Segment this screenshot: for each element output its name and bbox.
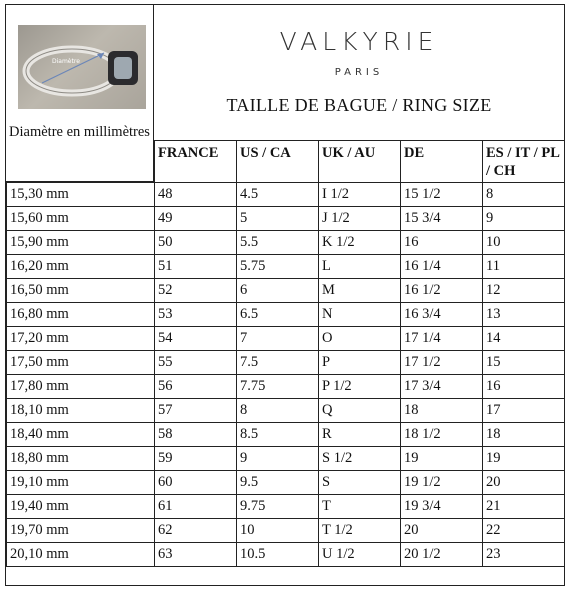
cell-diameter: 18,10 mm (7, 399, 155, 423)
cell-france: 53 (155, 303, 237, 327)
col-header-us-ca: US / CA (237, 141, 319, 183)
cell-de: 16 1/4 (401, 255, 483, 279)
cell-es-it-pl-ch: 23 (483, 543, 565, 567)
brand-logo: VALKYRIE (279, 27, 439, 56)
cell-uk-au: U 1/2 (319, 543, 401, 567)
ring-photo (18, 25, 146, 109)
cell-diameter: 16,20 mm (7, 255, 155, 279)
cell-es-it-pl-ch: 22 (483, 519, 565, 543)
cell-us-ca: 5.5 (237, 231, 319, 255)
cell-diameter: 20,10 mm (7, 543, 155, 567)
cell-es-it-pl-ch: 14 (483, 327, 565, 351)
cell-uk-au: P (319, 351, 401, 375)
cell-uk-au: K 1/2 (319, 231, 401, 255)
table-row (7, 543, 565, 567)
table-row (7, 255, 565, 279)
cell-diameter: 17,80 mm (7, 375, 155, 399)
cell-uk-au: O (319, 327, 401, 351)
cell-es-it-pl-ch: 18 (483, 423, 565, 447)
cell-us-ca: 6.5 (237, 303, 319, 327)
cell-france: 49 (155, 207, 237, 231)
cell-es-it-pl-ch: 12 (483, 279, 565, 303)
cell-es-it-pl-ch: 17 (483, 399, 565, 423)
cell-es-it-pl-ch: 16 (483, 375, 565, 399)
cell-us-ca: 7 (237, 327, 319, 351)
cell-diameter: 18,80 mm (7, 447, 155, 471)
col-header-de: DE (401, 141, 483, 183)
title-cell (154, 5, 564, 140)
cell-us-ca: 5.75 (237, 255, 319, 279)
cell-de: 17 1/4 (401, 327, 483, 351)
cell-uk-au: N (319, 303, 401, 327)
cell-diameter: 15,90 mm (7, 231, 155, 255)
photo-cell (6, 5, 154, 182)
cell-de: 17 1/2 (401, 351, 483, 375)
cell-uk-au: J 1/2 (319, 207, 401, 231)
cell-france: 54 (155, 327, 237, 351)
cell-es-it-pl-ch: 21 (483, 495, 565, 519)
cell-diameter: 18,40 mm (7, 423, 155, 447)
cell-us-ca: 10 (237, 519, 319, 543)
cell-de: 20 1/2 (401, 543, 483, 567)
cell-es-it-pl-ch: 8 (483, 183, 565, 207)
cell-france: 62 (155, 519, 237, 543)
table-row (7, 351, 565, 375)
cell-uk-au: T 1/2 (319, 519, 401, 543)
chart-header (6, 5, 564, 141)
table-row (7, 447, 565, 471)
table-row (7, 207, 565, 231)
cell-diameter: 16,50 mm (7, 279, 155, 303)
cell-de: 19 (401, 447, 483, 471)
cell-france: 55 (155, 351, 237, 375)
cell-diameter: 19,10 mm (7, 471, 155, 495)
cell-de: 16 3/4 (401, 303, 483, 327)
col-header-es-it-pl-ch: ES / IT / PL / CH (483, 141, 565, 183)
cell-es-it-pl-ch: 10 (483, 231, 565, 255)
cell-france: 60 (155, 471, 237, 495)
cell-france: 57 (155, 399, 237, 423)
table-row (7, 471, 565, 495)
cell-de: 15 3/4 (401, 207, 483, 231)
diameter-annotation: Diamètre (52, 58, 80, 65)
cell-es-it-pl-ch: 19 (483, 447, 565, 471)
cell-de: 16 1/2 (401, 279, 483, 303)
table-row (7, 375, 565, 399)
table-row (7, 183, 565, 207)
cell-diameter: 19,70 mm (7, 519, 155, 543)
cell-es-it-pl-ch: 20 (483, 471, 565, 495)
cell-france: 61 (155, 495, 237, 519)
cell-de: 15 1/2 (401, 183, 483, 207)
cell-diameter: 15,60 mm (7, 207, 155, 231)
table-row (7, 303, 565, 327)
cell-diameter: 17,20 mm (7, 327, 155, 351)
cell-france: 52 (155, 279, 237, 303)
diameter-column-label: Diamètre en millimètres (9, 124, 150, 140)
cell-es-it-pl-ch: 15 (483, 351, 565, 375)
cell-us-ca: 7.5 (237, 351, 319, 375)
cell-de: 18 1/2 (401, 423, 483, 447)
page-title: TAILLE DE BAGUE / RING SIZE (226, 95, 492, 115)
ring-size-chart (5, 4, 565, 586)
cell-uk-au: M (319, 279, 401, 303)
col-header-uk-au: UK / AU (319, 141, 401, 183)
col-header-france: FRANCE (155, 141, 237, 183)
cell-uk-au: S (319, 471, 401, 495)
size-table (6, 140, 565, 567)
ring-illustration (18, 25, 146, 109)
cell-de: 20 (401, 519, 483, 543)
cell-uk-au: I 1/2 (319, 183, 401, 207)
table-row (7, 423, 565, 447)
cell-de: 18 (401, 399, 483, 423)
cell-us-ca: 9 (237, 447, 319, 471)
cell-uk-au: T (319, 495, 401, 519)
table-row (7, 399, 565, 423)
table-body (7, 183, 565, 567)
cell-france: 48 (155, 183, 237, 207)
table-row (7, 231, 565, 255)
brand-subtitle: PARIS (334, 67, 384, 78)
cell-diameter: 16,80 mm (7, 303, 155, 327)
cell-uk-au: L (319, 255, 401, 279)
cell-us-ca: 8.5 (237, 423, 319, 447)
cell-uk-au: S 1/2 (319, 447, 401, 471)
cell-france: 51 (155, 255, 237, 279)
cell-de: 19 3/4 (401, 495, 483, 519)
cell-de: 17 3/4 (401, 375, 483, 399)
table-row (7, 495, 565, 519)
cell-uk-au: R (319, 423, 401, 447)
table-row (7, 327, 565, 351)
cell-france: 58 (155, 423, 237, 447)
cell-france: 56 (155, 375, 237, 399)
cell-es-it-pl-ch: 13 (483, 303, 565, 327)
cell-uk-au: P 1/2 (319, 375, 401, 399)
cell-france: 63 (155, 543, 237, 567)
cell-us-ca: 6 (237, 279, 319, 303)
cell-us-ca: 5 (237, 207, 319, 231)
cell-us-ca: 4.5 (237, 183, 319, 207)
cell-de: 19 1/2 (401, 471, 483, 495)
cell-france: 59 (155, 447, 237, 471)
cell-de: 16 (401, 231, 483, 255)
table-row (7, 279, 565, 303)
cell-diameter: 17,50 mm (7, 351, 155, 375)
cell-us-ca: 10.5 (237, 543, 319, 567)
cell-uk-au: Q (319, 399, 401, 423)
cell-us-ca: 7.75 (237, 375, 319, 399)
cell-us-ca: 8 (237, 399, 319, 423)
cell-es-it-pl-ch: 9 (483, 207, 565, 231)
cell-diameter: 19,40 mm (7, 495, 155, 519)
cell-es-it-pl-ch: 11 (483, 255, 565, 279)
cell-diameter: 15,30 mm (7, 183, 155, 207)
cell-france: 50 (155, 231, 237, 255)
cell-us-ca: 9.75 (237, 495, 319, 519)
cell-us-ca: 9.5 (237, 471, 319, 495)
table-row (7, 519, 565, 543)
